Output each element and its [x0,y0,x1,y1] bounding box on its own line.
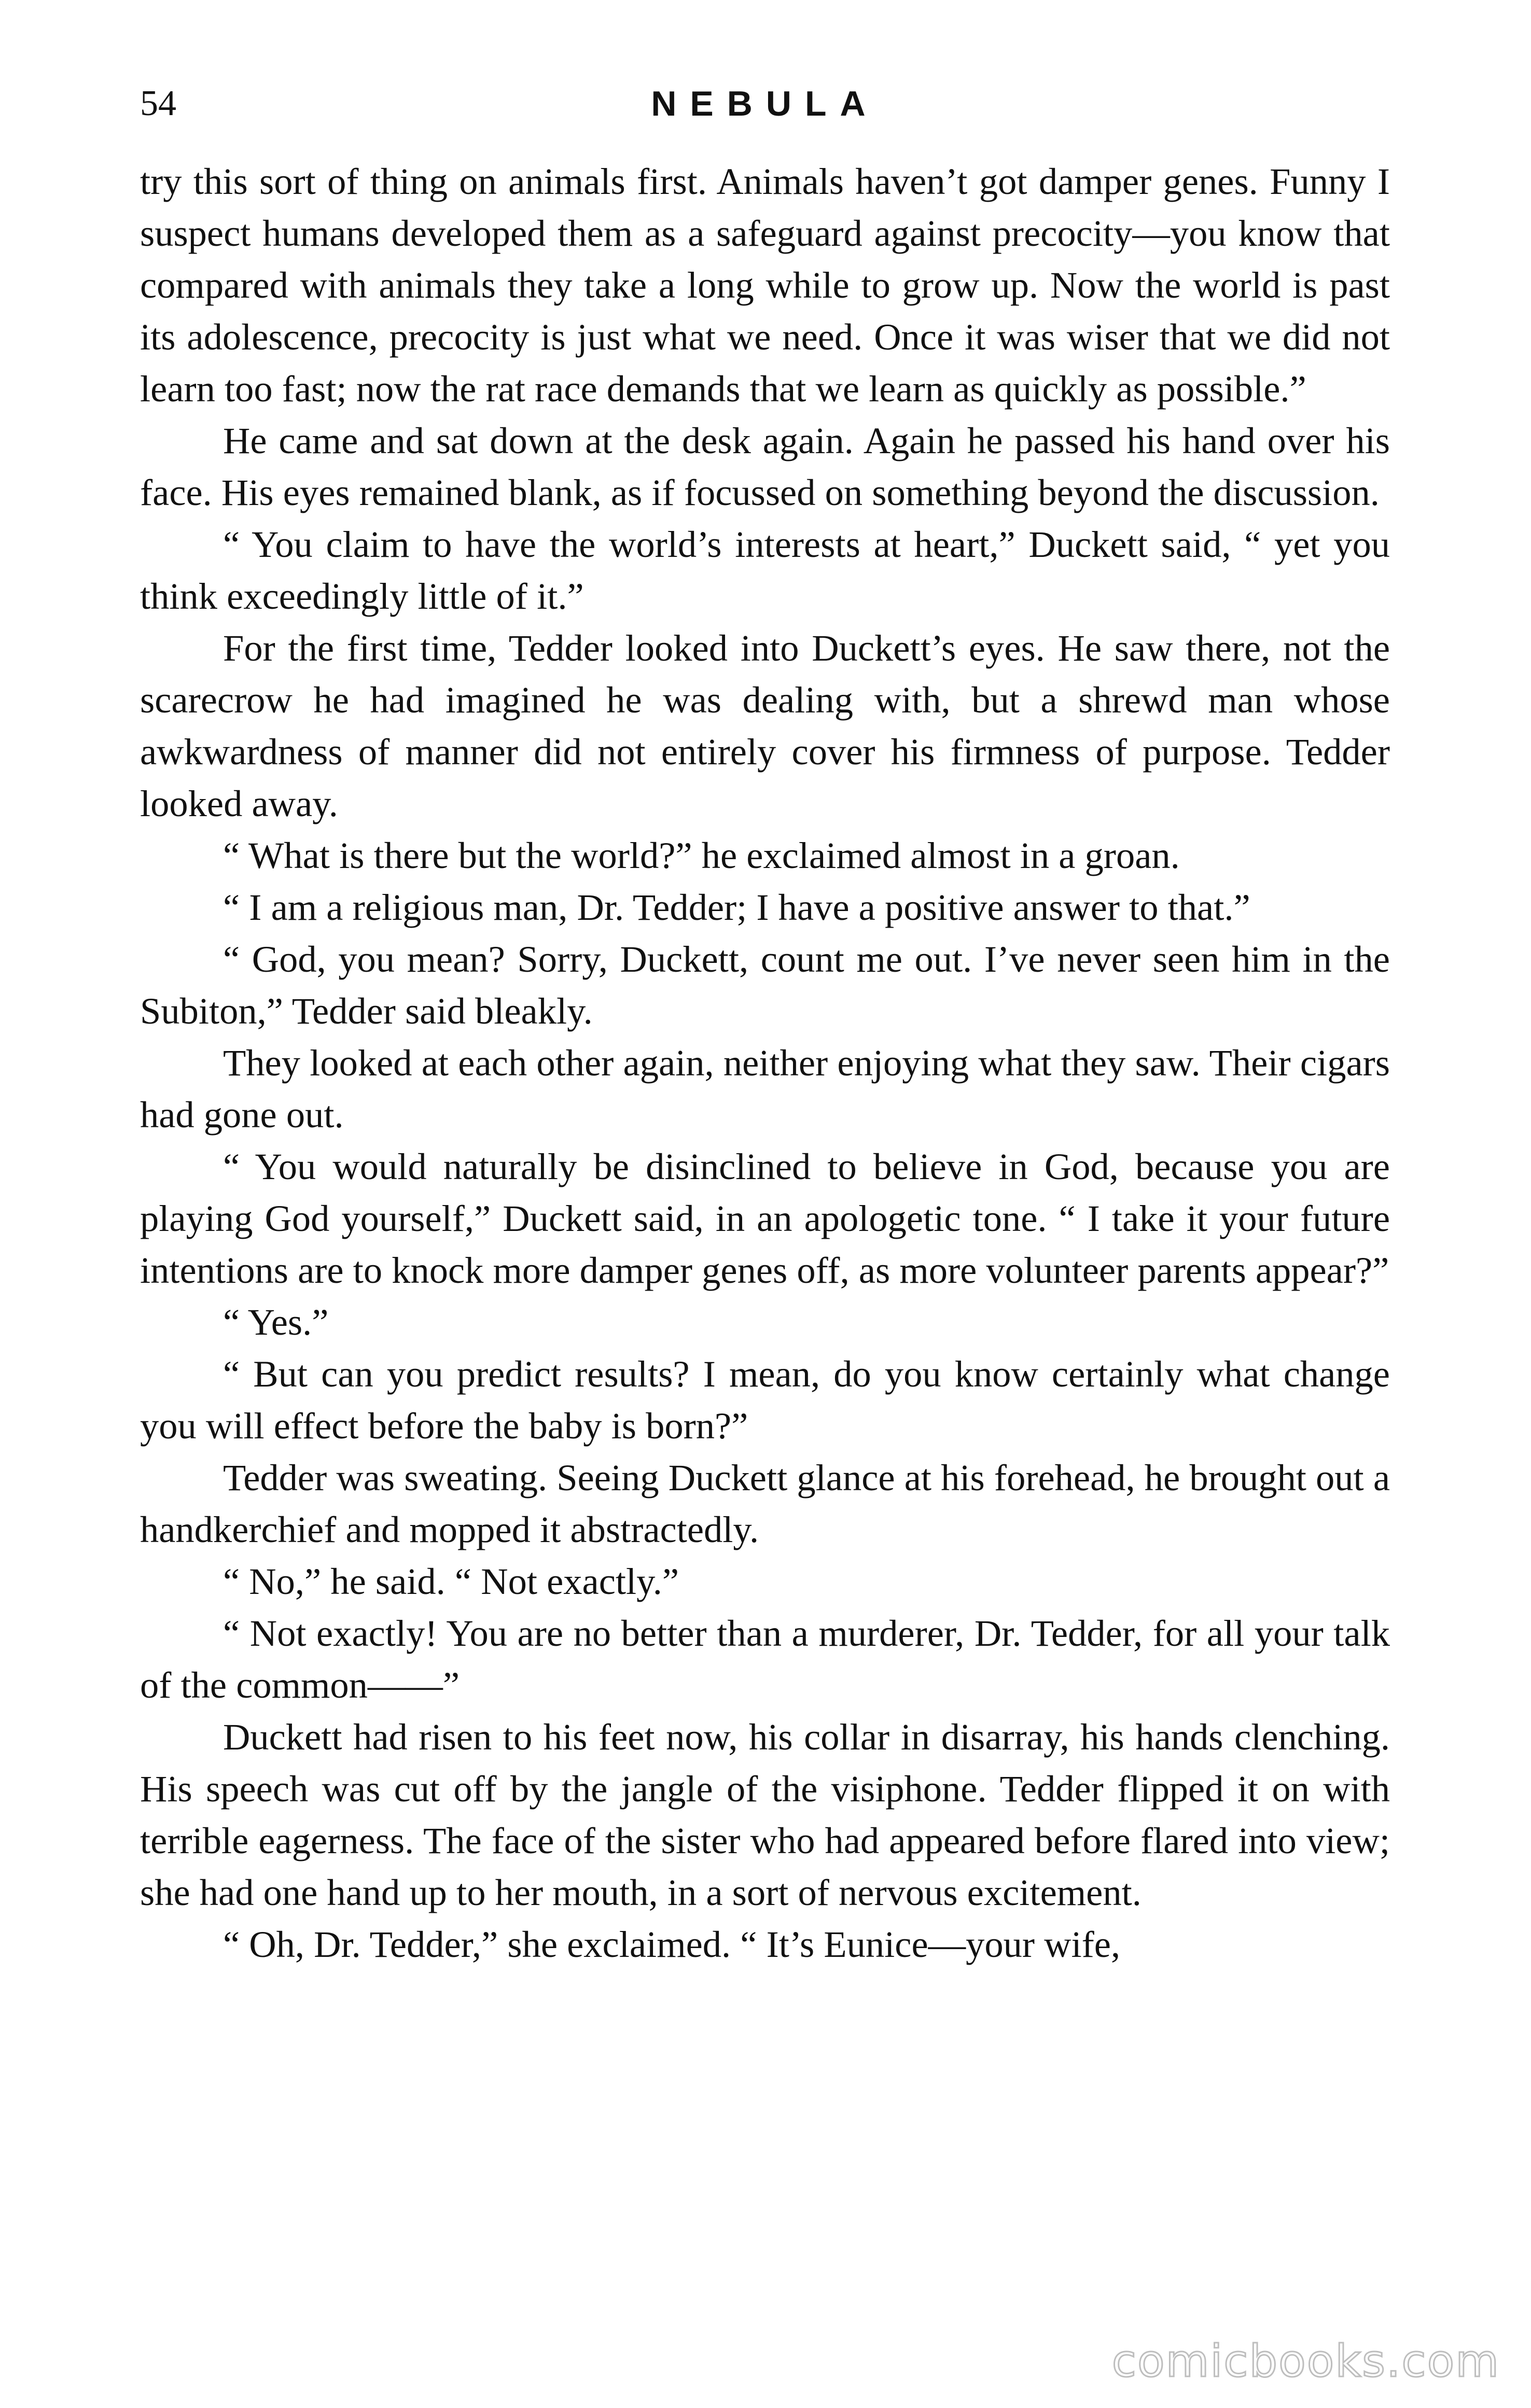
paragraph: Duckett had risen to his feet now, his collar in disarray, his hands clenching. His speech was cut off by the jangle of the visiphone. Tedder flipped it on with terrible eagerness. The face of the sister who had appeared before flared into view; she had one hand up to her mouth, in a sort of nervous excitement. [140,1716,1390,1913]
paragraph: “ You claim to have the world’s interests at heart,” Duckett said, “ yet you think exceedingly little of it.” [140,523,1390,617]
paragraph: “ God, you mean? Sorry, Duckett, count me out. I’ve never seen him in the Subiton,” Tedder said bleakly. [140,938,1390,1032]
paragraph: “ What is there but the world?” he exclaimed almost in a groan. [223,834,1180,876]
paragraph: “ Not exactly! You are no better than a murderer, Dr. Tedder, for all your talk of the common——” [140,1612,1390,1706]
paragraph: “ Yes.” [223,1301,329,1343]
paragraph: “ No,” he said. “ Not exactly.” [223,1560,679,1602]
book-page [140,78,1390,2380]
paragraph: “ I am a religious man, Dr. Tedder; I have a positive answer to that.” [223,886,1250,928]
watermark: comicbooks.com [1111,2335,1500,2387]
paragraph: For the first time, Tedder looked into Duckett’s eyes. He saw there, not the scarecrow he had imagined he was dealing with, but a shrewd man whose awkwardness of manner did not entirely cover his firmness of purpose. Tedder looked away. [140,627,1390,824]
body-text [140,156,1390,1970]
page-number: 54 [140,83,176,123]
paragraph: “ But can you predict results? I mean, do you know certainly what change you will effect before the baby is born?” [140,1353,1390,1447]
paragraph: They looked at each other again, neither enjoying what they saw. Their cigars had gone out. [140,1042,1390,1136]
running-title: NEBULA [651,84,879,123]
paragraph: He came and sat down at the desk again. Again he passed his hand over his face. His eyes remained blank, as if focussed on something beyond the discussion. [140,419,1390,513]
paragraph: Tedder was sweating. Seeing Duckett glance at his forehead, he brought out a handkerchief and mopped it abstractedly. [140,1457,1390,1550]
running-head [140,78,1390,140]
paragraph: “ You would naturally be disinclined to believe in God, because you are playing God yourself,” Duckett said, in an apologetic tone. “ I take it your future intentions are to knock more damper genes off, as more volunteer parents appear?” [140,1145,1390,1291]
paragraph: try this sort of thing on animals first. Animals haven’t got damper genes. Funny I suspect humans developed them as a safeguard against precocity—you know that compared with animals they take a long while to grow up. Now the world is past its adolescence, precocity is just what we need. Once it was wiser that we did not learn too fast; now the rat race demands that we learn as quickly as possible.” [140,160,1390,410]
paragraph: “ Oh, Dr. Tedder,” she exclaimed. “ It’s Eunice—your wife, [223,1923,1121,1965]
